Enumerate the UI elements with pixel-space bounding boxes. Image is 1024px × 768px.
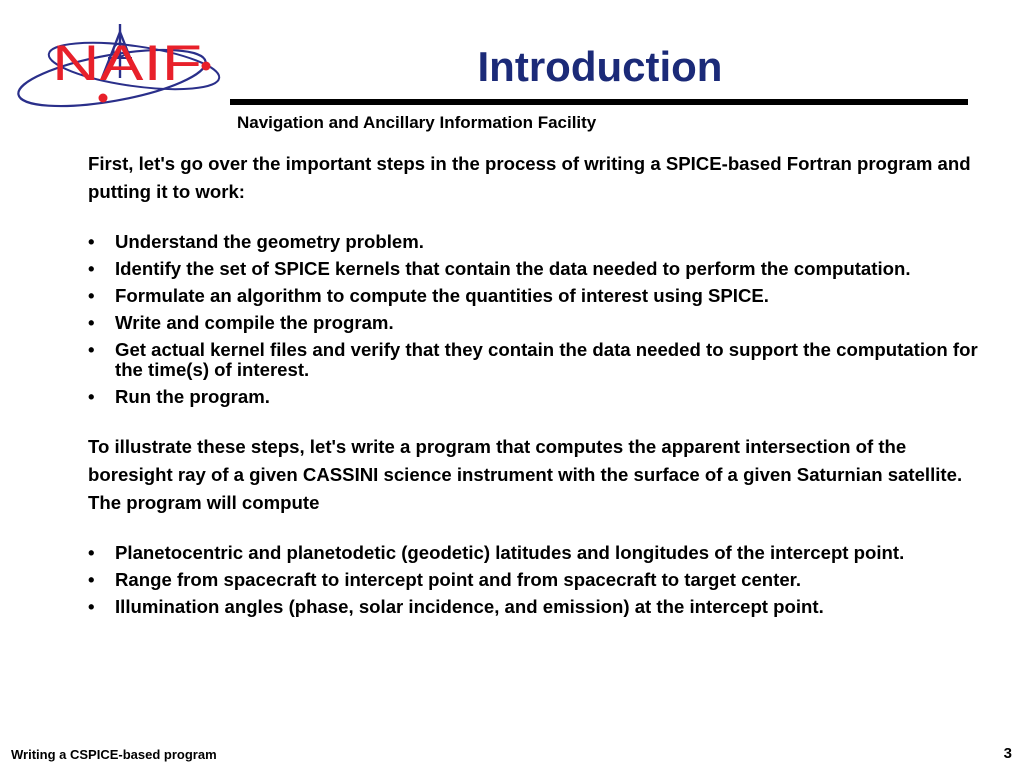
bullet-icon: • xyxy=(88,285,95,306)
list-item xyxy=(88,387,993,407)
output-text: Planetocentric and planetodetic (geodetic) latitudes and longitudes of the intercept point. xyxy=(115,542,905,563)
page-number: 3 xyxy=(1003,745,1012,762)
list-item xyxy=(88,286,993,306)
slide-body xyxy=(88,150,993,624)
illustration-paragraph: To illustrate these steps, let's write a program that computes the apparent intersection of the boresight ray of a given CASSINI science instrument with the surface of a given Saturnian satellite. The program will compute xyxy=(88,436,963,513)
list-item xyxy=(88,313,993,333)
bullet-icon: • xyxy=(88,386,95,407)
bullet-icon: • xyxy=(88,596,95,617)
output-text: Illumination angles (phase, solar incidence, and emission) at the intercept point. xyxy=(115,596,824,617)
subtitle: Navigation and Ancillary Information Facility xyxy=(237,113,597,132)
list-item xyxy=(88,570,993,590)
title-rule xyxy=(230,99,968,105)
logo-text: NAIF xyxy=(52,35,202,91)
footer-doc-title: Writing a CSPICE-based program xyxy=(11,747,217,762)
list-item xyxy=(88,543,993,563)
step-text: Write and compile the program. xyxy=(115,312,394,333)
step-text: Run the program. xyxy=(115,386,270,407)
naif-logo xyxy=(14,22,226,114)
intro-paragraph: First, let's go over the important steps in the process of writing a SPICE-based Fortran program and putting it to work: xyxy=(88,153,971,202)
output-text: Range from spacecraft to intercept point and from spacecraft to target center. xyxy=(115,569,802,590)
step-text: Formulate an algorithm to compute the quantities of interest using SPICE. xyxy=(115,285,769,306)
page-title: Introduction xyxy=(477,43,723,90)
bullet-icon: • xyxy=(88,542,95,563)
list-item xyxy=(88,232,993,252)
step-text: Get actual kernel files and verify that they contain the data needed to support the computation for the time(s) of interest. xyxy=(115,339,978,380)
step-text: Identify the set of SPICE kernels that contain the data needed to perform the computation. xyxy=(115,258,911,279)
list-item xyxy=(88,259,993,279)
bullet-icon: • xyxy=(88,339,95,360)
list-item xyxy=(88,597,993,617)
steps-list xyxy=(88,232,993,407)
bullet-icon: • xyxy=(88,569,95,590)
bullet-icon: • xyxy=(88,231,95,252)
outputs-list xyxy=(88,543,993,617)
step-text: Understand the geometry problem. xyxy=(115,231,424,252)
bullet-icon: • xyxy=(88,312,95,333)
bullet-icon: • xyxy=(88,258,95,279)
list-item xyxy=(88,340,993,380)
